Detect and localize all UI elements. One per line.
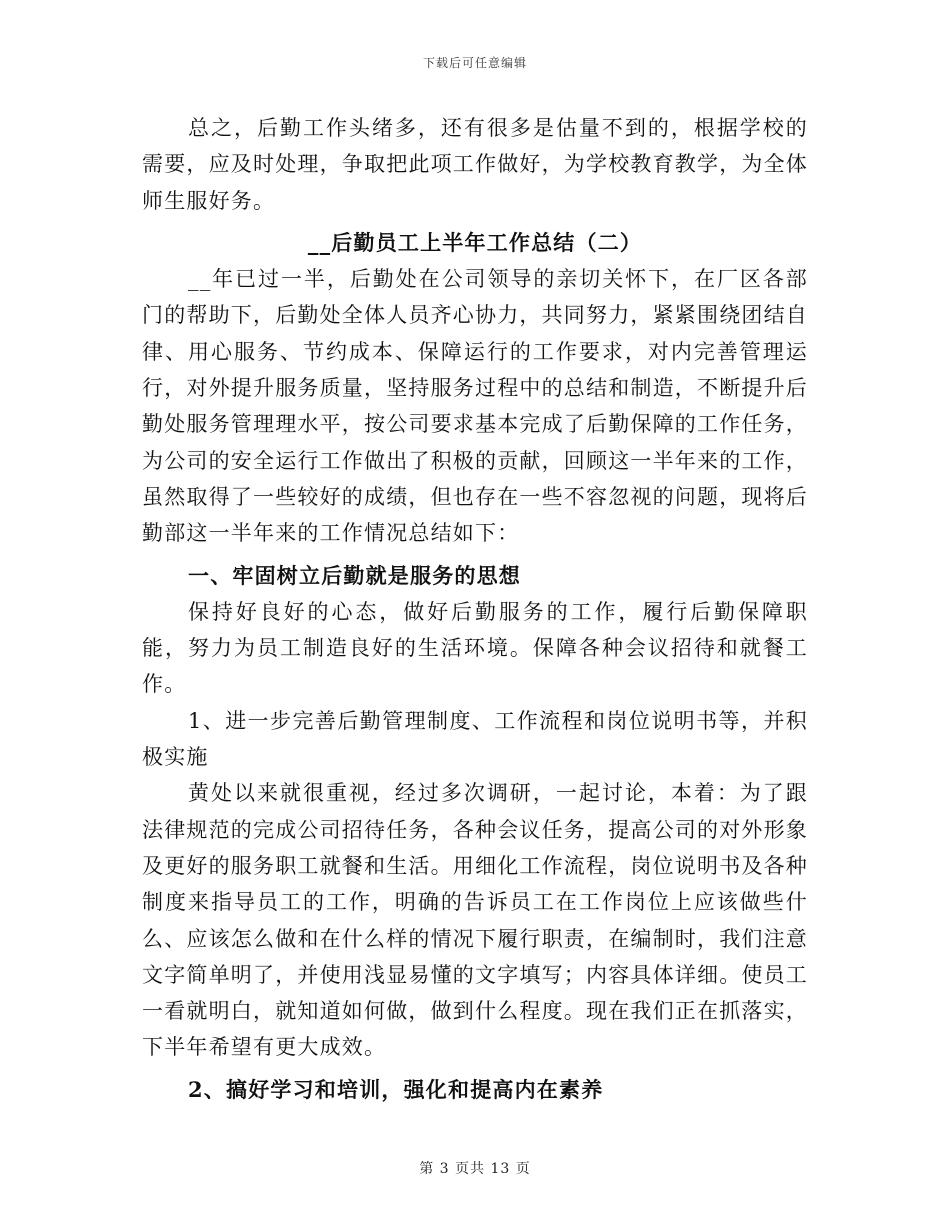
page-header-note: 下载后可任意编辑 xyxy=(422,56,527,70)
page-number: 第 3 页共 13 页 xyxy=(419,1161,531,1177)
item-heading-1: 1、进一步完善后勤管理制度、工作流程和岗位说明书等，并积极实施 xyxy=(142,708,808,770)
paragraph-intro: __年已过一半，后勤处在公司领导的亲切关怀下，在厂区各部门的帮助下，后勤处全体人员齐心协力，共同努力，紧紧围绕团结自律、用心服务、节约成本、保障运行的工作要求，对内完善管理运行，对外提升服务质量，坚持服务过程中的总结和制造，不断提升后勤处服务管理理水平，按公司要求基本完成了后勤保障的工作任务，为公司的安全运行工作做出了积极的贡献，回顾这一半年来的工作，虽然取得了一些较好的成绩，但也存在一些不容忽视的问题，现将后勤部这一半年来的工作情况总结如下： xyxy=(142,267,808,546)
paragraph-management: 黄处以来就很重视，经过多次调研，一起讨论，本着：为了跟法律规范的完成公司招待任务，各种会议任务，提高公司的对外形象及更好的服务职工就餐和生活。用细化工作流程，岗位说明书及各种制度来指导员工的工作，明确的告诉员工在工作岗位上应该做些什么、应该怎么做和在什么样的情况下履行职责，在编制时，我们注意文字简单明了，并使用浅显易懂的文字填写；内容具体详细。使员工一看就明白，就知道如何做，做到什么程度。现在我们正在抓落实，下半年希望有更大成效。 xyxy=(142,781,808,1060)
document-body xyxy=(142,110,808,1108)
section-title: __后勤员工上半年工作总结（二） xyxy=(307,229,643,255)
paragraph-service: 保持好良好的心态，做好后勤服务的工作，履行后勤保障职能，努力为员工制造良好的生活环境。保障各种会议招待和就餐工作。 xyxy=(142,599,808,697)
section-heading-1: 一、牢固树立后勤就是服务的思想 xyxy=(188,562,521,588)
paragraph-summary: 总之，后勤工作头绪多，还有很多是估量不到的，根据学校的需要，应及时处理，争取把此项工作做好，为学校教育教学，为全体师生服好务。 xyxy=(142,116,808,213)
item-heading-2: 2、搞好学习和培训，强化和提高内在素养 xyxy=(188,1076,604,1102)
